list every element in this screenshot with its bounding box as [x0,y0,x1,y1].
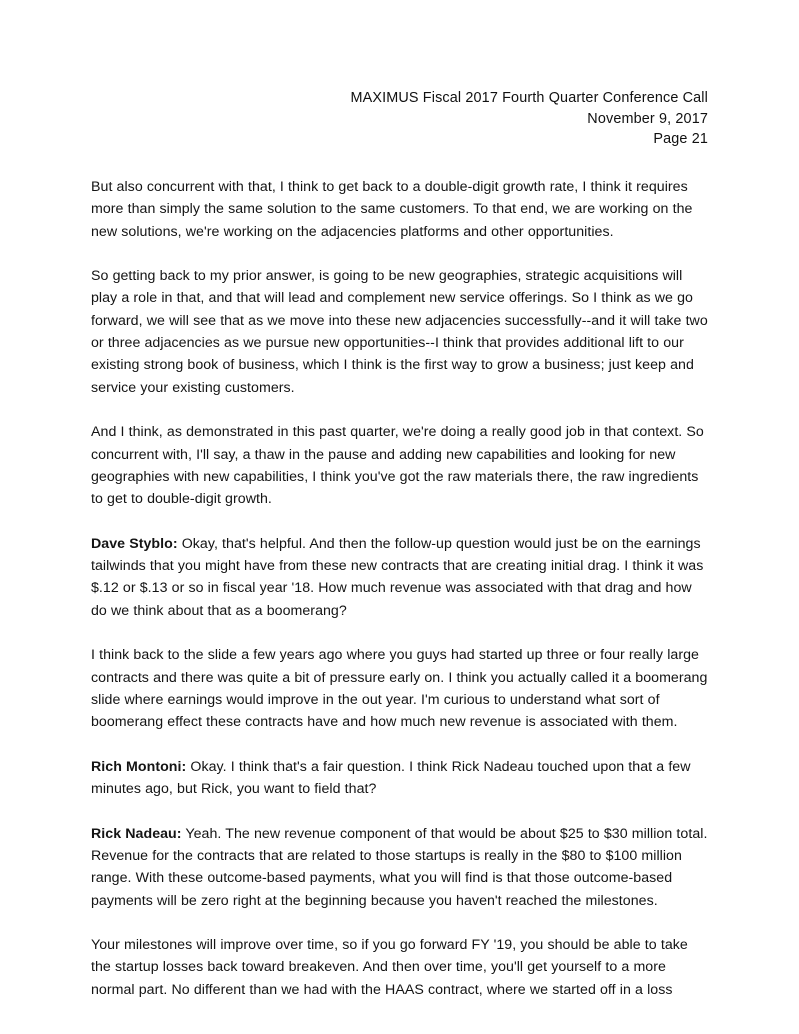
paragraph-text: Okay. I think that's a fair question. I think Rick Nadeau touched upon that a few minutes ago, but Rick, you want to field that? [91,758,691,798]
transcript-body [91,176,709,1001]
page-header [91,88,708,150]
paragraph-text: So getting back to my prior answer, is going to be new geographies, strategic acquisitions will play a role in that, and that will lead and complement new service offerings. So I think as we go forward, we will see that as we move into these new adjacencies successfully--and it will take two or three adjacencies as we pursue new opportunities--I think that provides additional lift to our existing strong book of business, which I think is the first way to grow a business; just keep and service your existing customers. [91,268,708,396]
transcript-paragraph-speaker [91,533,709,622]
transcript-paragraph [91,176,709,243]
header-page-number-line: Page 21 [653,131,708,147]
paragraph-text: Okay, that's helpful. And then the follow-up question would just be on the earnings tailwinds that you might have from these new contracts that are creating initial drag. I think it was $.12 or $.13 or so in fiscal year '18. How much revenue was associated with that drag and how do we think about that as a boomerang? [91,535,704,619]
speaker-name: Rich Montoni: [91,758,187,775]
paragraph-text: Yeah. The new revenue component of that would be about $25 to $30 million total. Revenue for the contracts that are related to those startups is really in the $80 to $100 million range. With these outcome-based payments, what you will find is that those outcome-based payments will be zero right at the beginning because you haven't reached the milestones. [91,825,708,909]
paragraph-text: But also concurrent with that, I think to get back to a double-digit growth rate, I think it requires more than simply the same solution to the same customers. To that end, we are working on the new solutions, we're working on the adjacencies platforms and other opportunities. [91,179,693,240]
transcript-paragraph [91,934,709,1001]
speaker-name: Dave Styblo: [91,535,178,552]
speaker-name: Rick Nadeau: [91,825,182,842]
transcript-paragraph [91,265,709,399]
paragraph-text: Your milestones will improve over time, so if you go forward FY '19, you should be able to take the startup losses back toward breakeven. And then over time, you'll get yourself to a more normal part. No different than we had with the HAAS contract, where we started off in a loss [91,937,688,998]
transcript-paragraph [91,644,709,733]
header-title-line: MAXIMUS Fiscal 2017 Fourth Quarter Conference Call [350,90,708,106]
header-date-line: November 9, 2017 [587,110,708,127]
paragraph-text: And I think, as demonstrated in this past quarter, we're doing a really good job in that context. So concurrent with, I'll say, a thaw in the pause and adding new capabilities and looking for new geographies with new capabilities, I think you've got the raw materials there, the raw ingredients to get to double-digit growth. [91,424,704,508]
paragraph-text: I think back to the slide a few years ago where you guys had started up three or four really large contracts and there was quite a bit of pressure early on. I think you actually called it a boomerang slide where earnings would improve in the out year. I'm curious to understand what sort of boomerang effect these contracts have and how much new revenue is associated with them. [91,647,708,731]
transcript-paragraph-speaker [91,823,709,912]
transcript-paragraph-speaker [91,756,709,801]
transcript-paragraph [91,421,709,510]
